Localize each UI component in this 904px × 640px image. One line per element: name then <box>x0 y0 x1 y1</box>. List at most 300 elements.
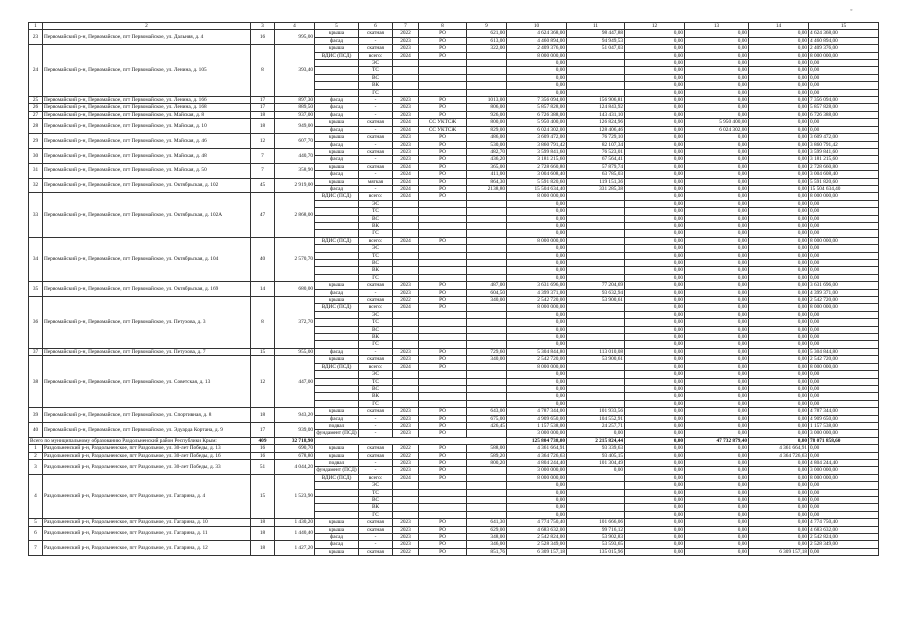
row-number: 34 <box>29 237 43 281</box>
table-row <box>29 134 879 141</box>
work-type: крыша <box>315 178 359 185</box>
fund-value-b: 0,00 <box>749 297 809 304</box>
table-row <box>29 104 879 111</box>
row-number: 6 <box>29 526 43 541</box>
work-cost: 3 000 000,00 <box>507 467 567 474</box>
building-address: Первомайский р-н, Первомайское, пгт Первомайское, ул. Ленина, д. 168 <box>43 104 251 111</box>
fund-value-c: 0,00 <box>809 252 879 259</box>
fund-value-c: 5 304 844,80 <box>809 348 879 355</box>
unit-cost <box>567 60 625 67</box>
work-type: ВДИС (ПСД) <box>315 237 359 244</box>
fund-value-b: 0,00 <box>749 497 809 504</box>
work-volume <box>467 222 507 229</box>
fund-value-a: 0,00 <box>685 341 749 348</box>
floor-count: 8 <box>251 45 275 97</box>
column-number-header: 2 <box>43 23 251 30</box>
work-volume <box>467 489 507 496</box>
fund-value-b: 0,00 <box>749 311 809 318</box>
work-subtype: всего: <box>359 474 393 481</box>
row-number: 39 <box>29 408 43 423</box>
fund-value-c: 3 631 696,00 <box>809 282 879 289</box>
work-subtype: скатная <box>359 119 393 126</box>
fund-value-zero: 0,00 <box>625 297 685 304</box>
work-volume: 426,45 <box>467 422 507 429</box>
work-type: фасад <box>315 415 359 422</box>
work-subtype: ТС <box>359 489 393 496</box>
row-number: 40 <box>29 422 43 437</box>
funding-source <box>419 400 467 407</box>
work-year <box>393 215 419 222</box>
work-year: 2022 <box>393 297 419 304</box>
work-year: 2024 <box>393 193 419 200</box>
work-volume: 340,00 <box>467 356 507 363</box>
fund-value-b: 0,00 <box>749 341 809 348</box>
fund-value-c: 0,00 <box>809 334 879 341</box>
fund-value-a: 0,00 <box>685 60 749 67</box>
table-row <box>29 422 879 429</box>
building-area: 2 919,00 <box>275 178 315 193</box>
fund-value-a: 0,00 <box>685 511 749 518</box>
funding-source: РО <box>419 474 467 481</box>
work-type: крыша <box>315 408 359 415</box>
fund-value-zero: 0,00 <box>625 208 685 215</box>
fund-value-b: 0,00 <box>749 511 809 518</box>
work-year: 2023 <box>393 141 419 148</box>
building-address: Первомайский р-н, Первомайское, пгт Первомайское, ул. Спортивная, д. 8 <box>43 408 251 423</box>
unit-cost <box>567 400 625 407</box>
work-year <box>393 230 419 237</box>
total-value: 0,00 <box>625 437 685 444</box>
building-area: 440,70 <box>275 148 315 163</box>
work-subtype: ГС <box>359 511 393 518</box>
work-cost: 0,00 <box>507 504 567 511</box>
work-year: 2023 <box>393 526 419 533</box>
fund-value-c: 0,00 <box>809 548 879 555</box>
fund-value-b: 0,00 <box>749 148 809 155</box>
work-cost: 0,00 <box>507 222 567 229</box>
work-year: 2023 <box>393 467 419 474</box>
building-address: Раздольненский р-н, Раздольненское, пгт Раздольное, ул. 30-лет Победы, д. 16 <box>43 452 251 459</box>
fund-value-zero: 0,00 <box>625 311 685 318</box>
fund-value-a: 0,00 <box>685 378 749 385</box>
work-cost: 0,00 <box>507 326 567 333</box>
work-year: 2023 <box>393 134 419 141</box>
funding-source <box>419 385 467 392</box>
fund-value-c: 0,00 <box>809 89 879 96</box>
fund-value-zero: 0,00 <box>625 482 685 489</box>
fund-value-c: 0,00 <box>809 60 879 67</box>
work-cost: 4 460 894,00 <box>507 37 567 44</box>
building-area: 1 440,40 <box>275 526 315 541</box>
fund-value-b: 0,00 <box>749 489 809 496</box>
floor-count: 17 <box>251 104 275 111</box>
work-year <box>393 260 419 267</box>
unit-cost: 124 843,92 <box>567 104 625 111</box>
fund-value-zero: 0,00 <box>625 52 685 59</box>
fund-value-a: 0,00 <box>685 141 749 148</box>
fund-value-c: 2 528 349,00 <box>809 541 879 548</box>
building-address: Первомайский р-н, Первомайское, пгт Первомайское, ул. Майская, д. 48 <box>43 148 251 163</box>
floor-count: 47 <box>251 193 275 237</box>
funding-source: РО <box>419 363 467 370</box>
funding-source <box>419 371 467 378</box>
funding-source: РО <box>419 45 467 52</box>
fund-value-b: 0,00 <box>749 474 809 481</box>
fund-value-c: 0,00 <box>809 378 879 385</box>
work-subtype: ТС <box>359 67 393 74</box>
work-cost: 8 000 000,00 <box>507 474 567 481</box>
fund-value-b: 0,00 <box>749 526 809 533</box>
fund-value-c: 2 542 824,00 <box>809 534 879 541</box>
column-number-header: 12 <box>625 23 685 30</box>
fund-value-a: 0,00 <box>685 393 749 400</box>
table-row <box>29 30 879 37</box>
work-type: фасад <box>315 156 359 163</box>
work-year: 2024 <box>393 185 419 192</box>
work-type: фундамент (ПСД) <box>316 467 357 474</box>
fund-value-zero: 0,00 <box>625 341 685 348</box>
funding-source: РО <box>419 356 467 363</box>
work-subtype: ГС <box>359 89 393 96</box>
unit-cost <box>567 511 625 518</box>
unit-cost <box>567 267 625 274</box>
total-value: 78 071 858,60 <box>809 437 879 444</box>
funding-source: РО <box>419 289 467 296</box>
work-year <box>393 60 419 67</box>
work-cost: 0,00 <box>507 385 567 392</box>
funding-source: РО <box>419 534 467 541</box>
work-cost: 0,00 <box>507 245 567 252</box>
fund-value-b: 0,00 <box>749 119 809 126</box>
fund-value-zero: 0,00 <box>625 378 685 385</box>
unit-cost <box>567 489 625 496</box>
building-area: 678,80 <box>275 452 315 459</box>
fund-value-c: 0,00 <box>809 119 879 126</box>
fund-value-c: 0,00 <box>809 452 879 459</box>
work-type: ВДИС (ПСД) <box>315 363 359 370</box>
work-cost: 0,00 <box>507 260 567 267</box>
work-subtype: - <box>359 415 393 422</box>
work-volume: 2138,80 <box>467 185 507 192</box>
fund-value-b: 0,00 <box>749 37 809 44</box>
work-volume: 487,00 <box>467 282 507 289</box>
work-subtype: - <box>359 104 393 111</box>
fund-value-a: 0,00 <box>685 163 749 170</box>
work-type <box>315 267 359 274</box>
work-year: 2023 <box>393 97 419 104</box>
work-cost: 1 157 538,00 <box>507 422 567 429</box>
fund-value-c: 0,00 <box>809 267 879 274</box>
work-year: 2023 <box>393 422 419 429</box>
fund-value-a: 0,00 <box>685 97 749 104</box>
fund-value-b: 0,00 <box>749 200 809 207</box>
work-volume <box>467 74 507 81</box>
work-subtype: ТС <box>359 319 393 326</box>
work-subtype: скатная <box>359 356 393 363</box>
row-number: 28 <box>29 119 43 134</box>
work-year: 2023 <box>393 459 419 466</box>
unit-cost <box>567 311 625 318</box>
unit-cost <box>567 89 625 96</box>
work-cost: 0,00 <box>507 252 567 259</box>
funding-source <box>419 311 467 318</box>
work-cost: 0,00 <box>507 208 567 215</box>
fund-value-b: 0,00 <box>749 222 809 229</box>
fund-value-c: 0,00 <box>809 208 879 215</box>
work-cost: 3 599 841,60 <box>507 148 567 155</box>
unit-cost <box>567 334 625 341</box>
fund-value-a: 0,00 <box>685 334 749 341</box>
fund-value-zero: 0,00 <box>625 260 685 267</box>
work-subtype: ТС <box>359 208 393 215</box>
building-area: 1 430,20 <box>275 519 315 526</box>
row-number: 26 <box>29 104 43 111</box>
funding-source <box>419 245 467 252</box>
fund-value-c: 0,00 <box>809 497 879 504</box>
fund-value-b: 0,00 <box>749 111 809 118</box>
fund-value-c: 0,00 <box>809 482 879 489</box>
work-subtype: - <box>359 185 393 192</box>
fund-value-a: 0,00 <box>685 237 749 244</box>
fund-value-a: 0,00 <box>685 52 749 59</box>
fund-value-zero: 0,00 <box>625 126 685 133</box>
work-volume: 643,00 <box>467 408 507 415</box>
work-cost: 3 004 608,40 <box>507 171 567 178</box>
fund-value-a: 0,00 <box>685 222 749 229</box>
fund-value-zero: 0,00 <box>625 304 685 311</box>
work-volume <box>467 260 507 267</box>
fund-value-b: 0,00 <box>749 519 809 526</box>
fund-value-a: 0,00 <box>685 245 749 252</box>
work-subtype: ГС <box>359 400 393 407</box>
building-address: Первомайский р-н, Первомайское, пгт Первомайское, ул. Майская, д. 10 <box>43 119 251 134</box>
table-row <box>29 526 879 533</box>
funding-source: РО <box>419 37 467 44</box>
fund-value-c: 4 787 344,00 <box>809 408 879 415</box>
work-subtype: всего: <box>359 237 393 244</box>
work-type: крыша <box>315 45 359 52</box>
fund-value-a: 0,00 <box>685 282 749 289</box>
column-number-header: 4 <box>275 23 315 30</box>
work-type: фасад <box>315 171 359 178</box>
work-year <box>393 341 419 348</box>
work-subtype: скатная <box>359 445 393 452</box>
work-volume: 411,00 <box>467 171 507 178</box>
work-volume <box>467 393 507 400</box>
work-subtype: - <box>359 171 393 178</box>
work-type <box>315 82 359 89</box>
work-year: 2023 <box>393 282 419 289</box>
fund-value-a: 0,00 <box>685 311 749 318</box>
fund-value-a: 0,00 <box>685 430 749 437</box>
building-area: 955,00 <box>275 348 315 355</box>
work-subtype: - <box>359 97 393 104</box>
fund-value-zero: 0,00 <box>625 467 685 474</box>
fund-value-c: 0,00 <box>809 230 879 237</box>
funding-source: РО <box>419 304 467 311</box>
funding-source: РО <box>419 163 467 170</box>
work-cost: 0,00 <box>507 230 567 237</box>
fund-value-a: 0,00 <box>685 111 749 118</box>
fund-value-c: 2 728 660,80 <box>809 163 879 170</box>
fund-value-a: 0,00 <box>685 89 749 96</box>
work-volume: 675,00 <box>467 415 507 422</box>
work-type <box>315 215 359 222</box>
building-address: Первомайский р-н, Первомайское, пгт Первомайское, ул. Ленина, д. 105 <box>43 45 251 97</box>
floor-count: 7 <box>251 148 275 163</box>
unit-cost: 57 879,74 <box>567 163 625 170</box>
fund-value-a: 0,00 <box>685 178 749 185</box>
fund-value-zero: 0,00 <box>625 326 685 333</box>
unit-cost: 101 933,56 <box>567 408 625 415</box>
work-cost: 0,00 <box>507 60 567 67</box>
unit-cost: 143 431,10 <box>567 111 625 118</box>
funding-source <box>419 74 467 81</box>
work-year <box>393 208 419 215</box>
work-year <box>393 252 419 259</box>
fund-value-zero: 0,00 <box>625 267 685 274</box>
funding-source: РО <box>419 467 467 474</box>
funding-source: РО <box>419 415 467 422</box>
column-number-header: 5 <box>315 23 359 30</box>
building-area: 358,90 <box>275 163 315 178</box>
fund-value-b: 4 364 726,63 <box>749 452 809 459</box>
work-year: 2024 <box>393 474 419 481</box>
fund-value-a: 0,00 <box>685 230 749 237</box>
unit-cost: 156 906,81 <box>567 97 625 104</box>
fund-value-a: 0,00 <box>685 215 749 222</box>
funding-source <box>419 200 467 207</box>
fund-value-b: 0,00 <box>749 326 809 333</box>
work-type <box>315 311 359 318</box>
work-cost: 5 950 400,00 <box>507 119 567 126</box>
fund-value-b: 0,00 <box>749 430 809 437</box>
work-cost: 4 399 371,00 <box>507 289 567 296</box>
work-cost: 4 804 244,40 <box>507 459 567 466</box>
fund-value-b: 0,00 <box>749 348 809 355</box>
fund-value-b: 0,00 <box>749 274 809 281</box>
work-year <box>393 489 419 496</box>
fund-value-zero: 0,00 <box>625 156 685 163</box>
funding-source: РО <box>419 193 467 200</box>
work-subtype: - <box>359 141 393 148</box>
work-subtype: скатная <box>359 30 393 37</box>
work-cost: 6 726 388,00 <box>507 111 567 118</box>
work-year: 2023 <box>393 430 419 437</box>
work-volume <box>467 82 507 89</box>
work-volume <box>467 511 507 518</box>
unit-cost: 126 824,96 <box>567 119 625 126</box>
funding-source: РО <box>419 541 467 548</box>
work-volume: 482,70 <box>467 148 507 155</box>
work-volume: 926,00 <box>467 111 507 118</box>
funding-source: РО <box>419 519 467 526</box>
work-volume <box>467 504 507 511</box>
fund-value-zero: 0,00 <box>625 222 685 229</box>
work-cost: 0,00 <box>507 400 567 407</box>
fund-value-zero: 0,00 <box>625 237 685 244</box>
work-cost: 2 528 349,00 <box>507 541 567 548</box>
funding-source: РО <box>419 178 467 185</box>
work-year <box>393 482 419 489</box>
building-area: 1 523,90 <box>275 474 315 518</box>
fund-value-c: 4 624 368,00 <box>809 30 879 37</box>
fund-value-b: 0,00 <box>749 126 809 133</box>
fund-value-a: 6 024 302,00 <box>685 126 749 133</box>
unit-cost <box>567 252 625 259</box>
register-table <box>28 22 879 556</box>
funding-source <box>419 326 467 333</box>
work-subtype: ЭС <box>359 371 393 378</box>
funding-source <box>419 60 467 67</box>
fund-value-a: 0,00 <box>685 452 749 459</box>
work-type <box>315 260 359 267</box>
funding-source <box>419 378 467 385</box>
unit-cost <box>567 222 625 229</box>
column-number-header: 7 <box>393 23 419 30</box>
work-volume: 729,60 <box>467 348 507 355</box>
fund-value-b: 0,00 <box>749 156 809 163</box>
fund-value-c: 2 542 720,00 <box>809 297 879 304</box>
work-type <box>315 482 359 489</box>
fund-value-zero: 0,00 <box>625 526 685 533</box>
work-subtype: скатная <box>359 148 393 155</box>
work-cost: 0,00 <box>507 482 567 489</box>
work-subtype: ВС <box>359 215 393 222</box>
fund-value-c: 1 157 538,00 <box>809 422 879 429</box>
work-subtype: ЭС <box>359 60 393 67</box>
work-cost: 0,00 <box>507 489 567 496</box>
fund-value-a: 0,00 <box>685 208 749 215</box>
work-type: подвал <box>315 459 359 466</box>
fund-value-b: 0,00 <box>749 171 809 178</box>
fund-value-zero: 0,00 <box>625 504 685 511</box>
fund-value-c: 0,00 <box>809 326 879 333</box>
fund-value-a: 0,00 <box>685 541 749 548</box>
work-year: 2023 <box>393 45 419 52</box>
fund-value-a: 0,00 <box>685 304 749 311</box>
work-type <box>315 319 359 326</box>
work-year <box>393 371 419 378</box>
unit-cost <box>567 52 625 59</box>
fund-value-a: 0,00 <box>685 67 749 74</box>
work-cost: 0,00 <box>507 371 567 378</box>
fund-value-b: 0,00 <box>749 230 809 237</box>
fund-value-a: 5 950 400,00 <box>685 119 749 126</box>
table-row <box>29 178 879 185</box>
fund-value-zero: 0,00 <box>625 289 685 296</box>
work-volume: 864,30 <box>467 178 507 185</box>
fund-value-a: 0,00 <box>685 134 749 141</box>
work-type <box>315 378 359 385</box>
unit-cost: 53 900,61 <box>567 297 625 304</box>
work-subtype: - <box>359 467 393 474</box>
fund-value-c: 3 181 215,60 <box>809 156 879 163</box>
work-year: 2024 <box>393 126 419 133</box>
table-row <box>29 297 879 304</box>
work-subtype: всего: <box>359 363 393 370</box>
work-year: 2024 <box>393 119 419 126</box>
work-year <box>393 82 419 89</box>
fund-value-zero: 0,00 <box>625 334 685 341</box>
fund-value-b: 0,00 <box>749 141 809 148</box>
work-volume <box>467 363 507 370</box>
floor-count: 18 <box>251 119 275 134</box>
funding-source <box>419 341 467 348</box>
fund-value-b: 0,00 <box>749 319 809 326</box>
work-cost: 0,00 <box>507 311 567 318</box>
work-cost: 0,00 <box>507 215 567 222</box>
